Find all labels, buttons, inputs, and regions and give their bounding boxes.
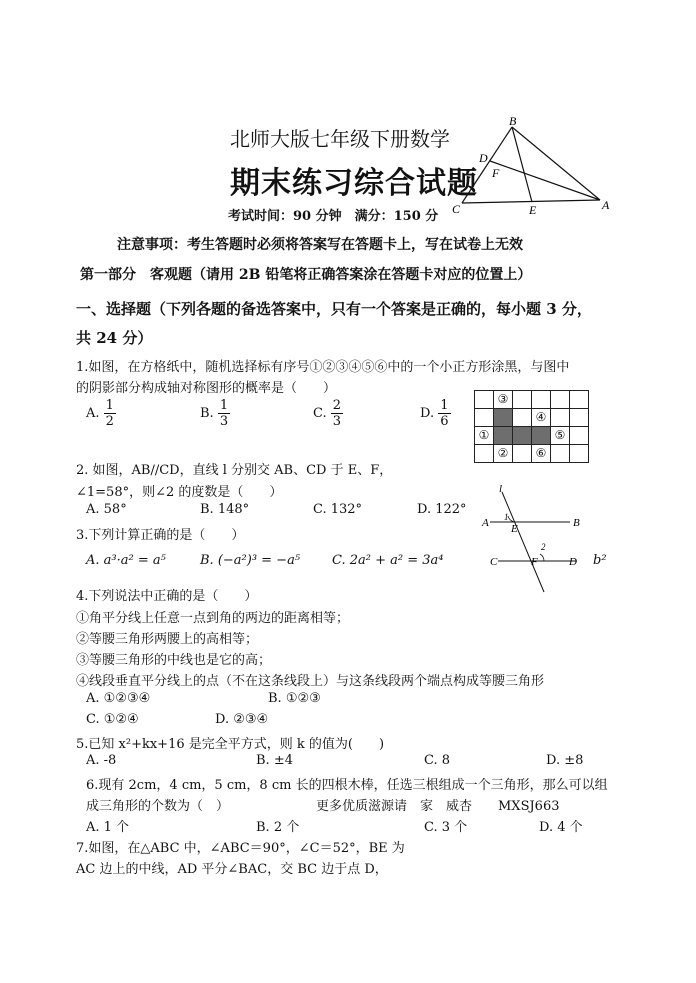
q5-option-d: D. ±8 (546, 753, 584, 768)
q1-option-b-fraction: $\frac{1}{3}$ (219, 398, 229, 429)
q2-label-b: B (573, 517, 580, 529)
q5-stem: 5.已知 x²+kx+16 是完全平方式，则 k 的值为( ) (76, 737, 385, 752)
q1-option-d-letter: D. (420, 406, 435, 421)
label-a: A (602, 198, 610, 212)
exam-title: 期末练习综合试题 (230, 166, 478, 201)
q2-label-d: D (569, 556, 577, 568)
q4-statement-1: ①角平分线上任意一点到角的两边的距离相等； (76, 611, 350, 626)
q2-line2: ∠1=58°，则∠2 的度数是（ ） (76, 485, 283, 500)
exam-info: 考试时间：90 分钟 满分：150 分 (228, 209, 439, 224)
q1-option-c-letter: C. (313, 406, 327, 421)
q5-option-c: C. 8 (424, 753, 451, 768)
q2-option-c: C. 132° (313, 502, 363, 517)
q1-option-a (86, 398, 116, 429)
q2-option-b: B. 148° (200, 502, 250, 517)
q2-label-e: E (511, 523, 518, 535)
q1-line1: 1.如图，在方格纸中，随机选择标有序号①②③④⑤⑥中的一个小正方形涂黑，与图中 (76, 360, 570, 375)
grid-mark-3: ③ (494, 391, 513, 409)
grid-mark-2: ② (494, 445, 513, 463)
q5-option-b: B. ±4 (256, 753, 293, 768)
q6-option-a: A. 1 个 (86, 820, 130, 835)
q2-label-l: l (499, 483, 503, 495)
label-f: F (492, 166, 500, 180)
q4-option-a: A. ①②③④ (86, 691, 151, 706)
parallel-lines-figure (478, 480, 596, 595)
grid-mark-6: ⑥ (532, 445, 551, 463)
q2-label-one: 1 (504, 512, 509, 522)
q4-option-d: D. ②③④ (215, 712, 269, 727)
q3-option-c: C. 2a² + a² = 3a⁴ (332, 553, 444, 568)
q3-stray-b2: b² (593, 553, 607, 568)
q1-option-b-letter: B. (200, 406, 214, 421)
q1-option-c (313, 398, 343, 429)
grid-mark-1: ① (475, 427, 494, 445)
q1-option-d-fraction: $\frac{1}{6}$ (440, 398, 449, 429)
q2-label-two: 2 (541, 542, 546, 552)
label-c: C (452, 202, 461, 216)
q2-option-d: D. 122° (417, 502, 467, 517)
q5-option-a: A. -8 (86, 753, 117, 768)
q2-label-c: C (490, 556, 498, 568)
label-b: B (509, 115, 517, 128)
label-e: E (529, 203, 537, 217)
q3-option-b: B. (−a²)³ = −a⁵ (200, 553, 301, 568)
q4-statement-2: ②等腰三角形两腰上的高相等； (76, 632, 259, 647)
q6-option-c: C. 3 个 (424, 820, 468, 835)
q4-stem: 4.下列说法中正确的是（ ） (76, 589, 258, 604)
q1-grid-figure (474, 390, 589, 463)
q1-option-d (420, 398, 451, 429)
q7-line1: 7.如图，在△ABC 中，∠ABC＝90°，∠C＝52°，BE 为 (76, 841, 405, 856)
grid-mark-4: ④ (532, 409, 551, 427)
notice: 注意事项：考生答题时必须将答案写在答题卡上，写在试卷上无效 (117, 237, 523, 253)
q1-option-c-fraction: $\frac{2}{3}$ (332, 398, 342, 429)
q4-statement-4: ④线段垂直平分线上的点（不在这条线段上）与这条线段两个端点构成等腰三角形 (76, 674, 545, 689)
q4-option-c: C. ①②④ (86, 712, 139, 727)
q1-option-a-fraction: $\frac{1}{2}$ (105, 398, 114, 429)
section-heading-line1: 一、选择题（下列各题的备选答案中，只有一个答案是正确的，每小题 3 分， (76, 300, 592, 318)
q2-option-a: A. 58° (86, 502, 127, 517)
q4-statement-3: ③等腰三角形的中线也是它的高； (76, 653, 272, 668)
q1-line2: 的阴影部分构成轴对称图形的概率是（ ） (76, 381, 337, 396)
grid-mark-5: ⑤ (551, 427, 570, 445)
section-heading-line2: 共 24 分） (76, 329, 153, 347)
q6-watermark: 更多优质滋源请 家 威杏 MXSJ663 (316, 799, 560, 814)
q6-line1: 6.现有 2cm，4 cm，5 cm，8 cm 长的四根木棒，任选三根组成一个三角形，那么可以组 (86, 778, 608, 793)
q6-option-d: D. 4 个 (539, 820, 583, 835)
q2-label-f: F (531, 556, 538, 568)
q4-option-b: B. ①②③ (268, 691, 321, 706)
q7-line2: AC 边上的中线，AD 平分∠BAC，交 BC 边于点 D， (76, 862, 388, 877)
q2-line1: 2. 如图，AB//CD，直线 l 分别交 AB、CD 于 E、F， (76, 463, 393, 478)
q3-option-a: A. a³·a² = a⁵ (86, 553, 166, 568)
exam-subtitle: 北师大版七年级下册数学 (230, 127, 450, 151)
part-one-heading: 第一部分 客观题（请用 2B 铅笔将正确答案涂在答题卡对应的位置上） (80, 267, 532, 283)
q1-option-b (200, 398, 230, 429)
q6-option-b: B. 2 个 (256, 820, 300, 835)
label-d: D (479, 151, 488, 165)
q2-label-a: A (482, 517, 489, 529)
q6-line2: 成三角形的个数为（ ） (86, 799, 230, 814)
q3-stem: 3.下列计算正确的是（ ） (76, 528, 245, 543)
q1-option-a-letter: A. (86, 406, 100, 421)
